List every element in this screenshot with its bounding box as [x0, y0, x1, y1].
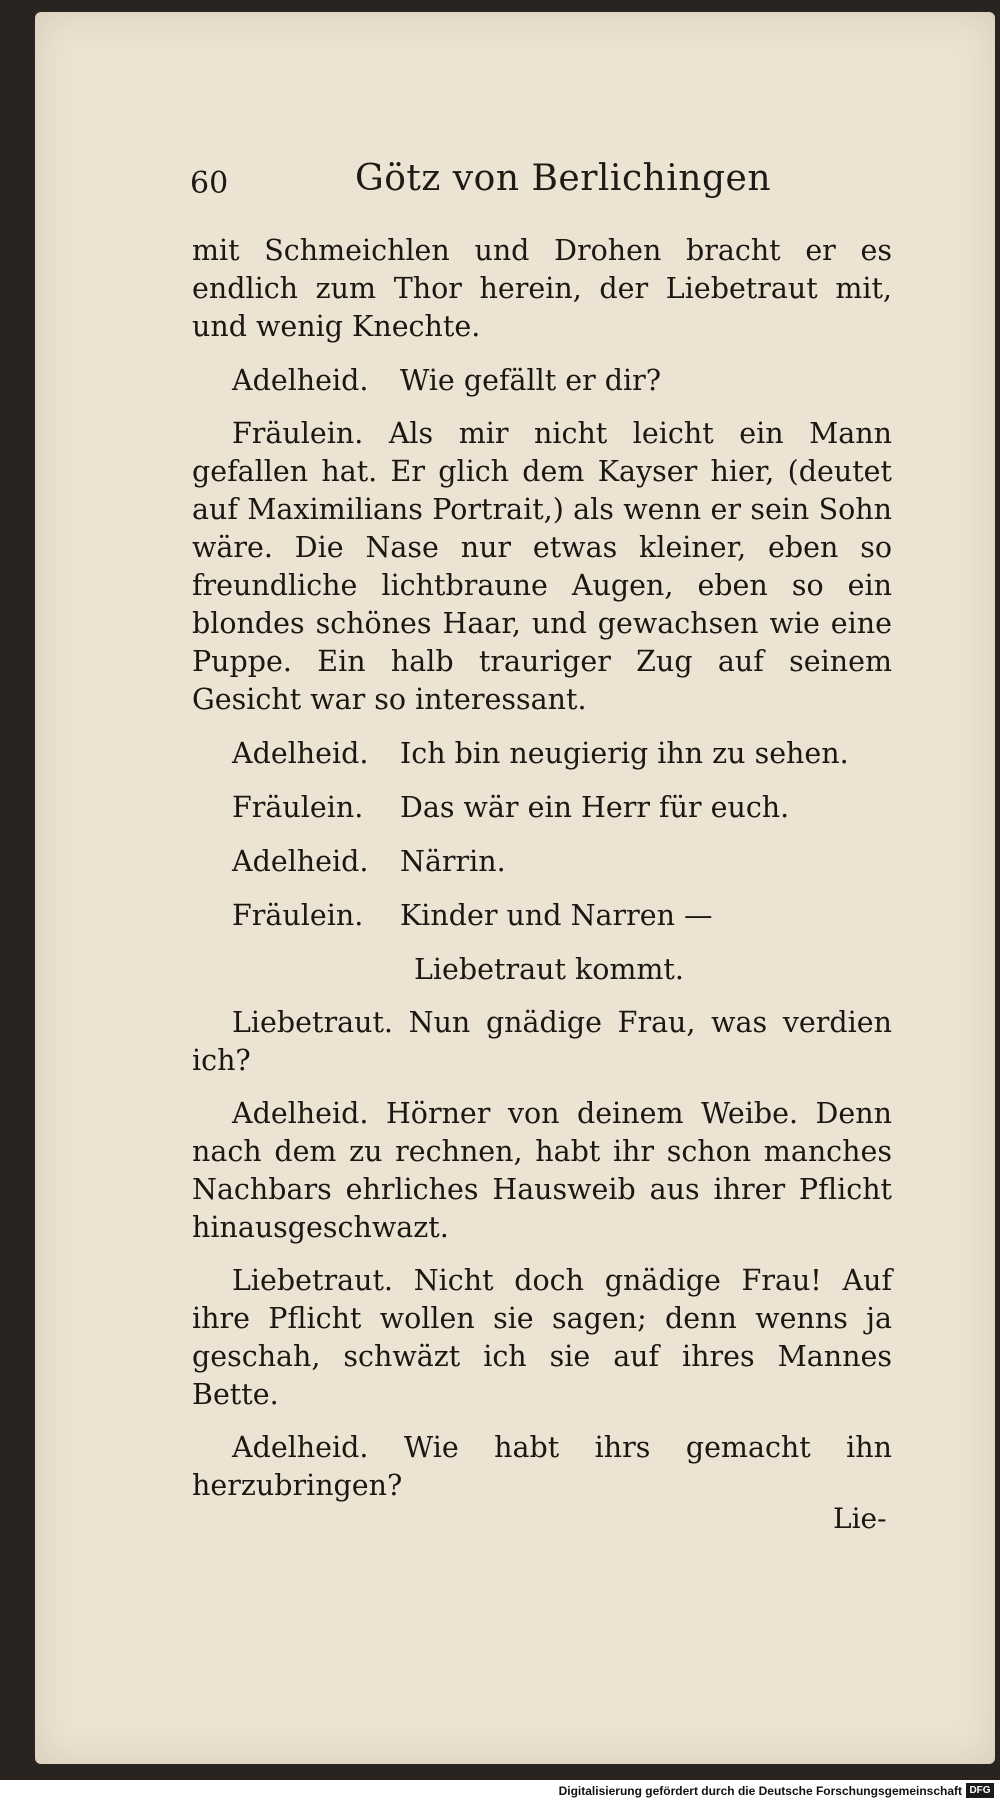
dialog-line: [232, 361, 892, 401]
speaker-name: Adelheid.: [232, 845, 369, 878]
page-header: [190, 158, 910, 208]
speech-text: Wie habt ihrs gemacht ihn herzubringen?: [192, 1431, 893, 1502]
speech-text: Kinder und Narren —: [400, 899, 713, 932]
speech-text: Wie gefällt er dir?: [400, 364, 662, 397]
speech-text: Das wär ein Herr für euch.: [400, 791, 790, 824]
speaker-name: Adelheid.: [232, 364, 369, 397]
speech-text: Hörner von deinem Weibe. Denn nach dem zu rechnen, habt ihr schon manches Nachbars ehrliches Hausweib aus ihrer Pflicht hinausgeschwazt.: [192, 1097, 892, 1244]
speaker-name: Liebetraut.: [232, 1006, 393, 1039]
speech-text: Ich bin neugierig ihn zu sehen.: [400, 737, 849, 770]
paragraph: [192, 415, 892, 719]
paragraph: [192, 1004, 892, 1080]
page-number: 60: [190, 166, 229, 201]
speaker-name: Liebetraut.: [232, 1264, 393, 1297]
footer-bar: [0, 1780, 1000, 1802]
dialog-line: [232, 734, 892, 774]
paragraph: mit Schmeichlen und Drohen bracht er es endlich zum Thor herein, der Liebetraut mit, und wenig Knechte.: [192, 234, 892, 343]
dialog-line: [232, 842, 892, 882]
speech-text: Nun gnädige Frau, was verdien ich?: [192, 1006, 892, 1077]
paragraph: [192, 1429, 892, 1505]
speaker-name: Adelheid.: [232, 1431, 369, 1464]
paragraph: [192, 1262, 892, 1414]
catchword: Lie-: [833, 1502, 887, 1535]
speech-text: Nicht doch gnädige Frau! Auf ihre Pflicht wollen sie sagen; denn wenns ja geschah, schwäzt ich sie auf ihres Mannes Bette.: [192, 1264, 892, 1411]
speaker-name: Fräulein.: [232, 417, 364, 450]
speaker-name: Fräulein.: [232, 791, 364, 824]
speech-text: Als mir nicht leicht ein Mann gefallen hat. Er glich dem Kayser hier, (deutet auf Maximilians Portrait,) als wenn er sein Sohn wäre. Die Nase nur etwas kleiner, eben so freundliche lichtbraune Augen, eben so ein blondes schönes Haar, und gewachsen wie eine Puppe. Ein halb trauriger Zug auf seinem Gesicht war so interessant.: [192, 417, 892, 716]
speaker-name: Adelheid.: [232, 1097, 369, 1130]
speaker-name: Adelheid.: [232, 737, 369, 770]
running-title: Götz von Berlichingen: [355, 158, 772, 199]
speech-text: Närrin.: [400, 845, 506, 878]
speaker-name: Fräulein.: [232, 899, 364, 932]
dialog-line: [232, 896, 892, 936]
dfg-logo: DFG: [966, 1783, 994, 1798]
page-text: [192, 232, 892, 1520]
paragraph: [192, 1095, 892, 1247]
funding-credit: Digitalisierung gefördert durch die Deutsche Forschungsgemeinschaft: [558, 1784, 962, 1798]
dialog-line: [232, 788, 892, 828]
stage-direction: Liebetraut kommt.: [414, 953, 684, 986]
